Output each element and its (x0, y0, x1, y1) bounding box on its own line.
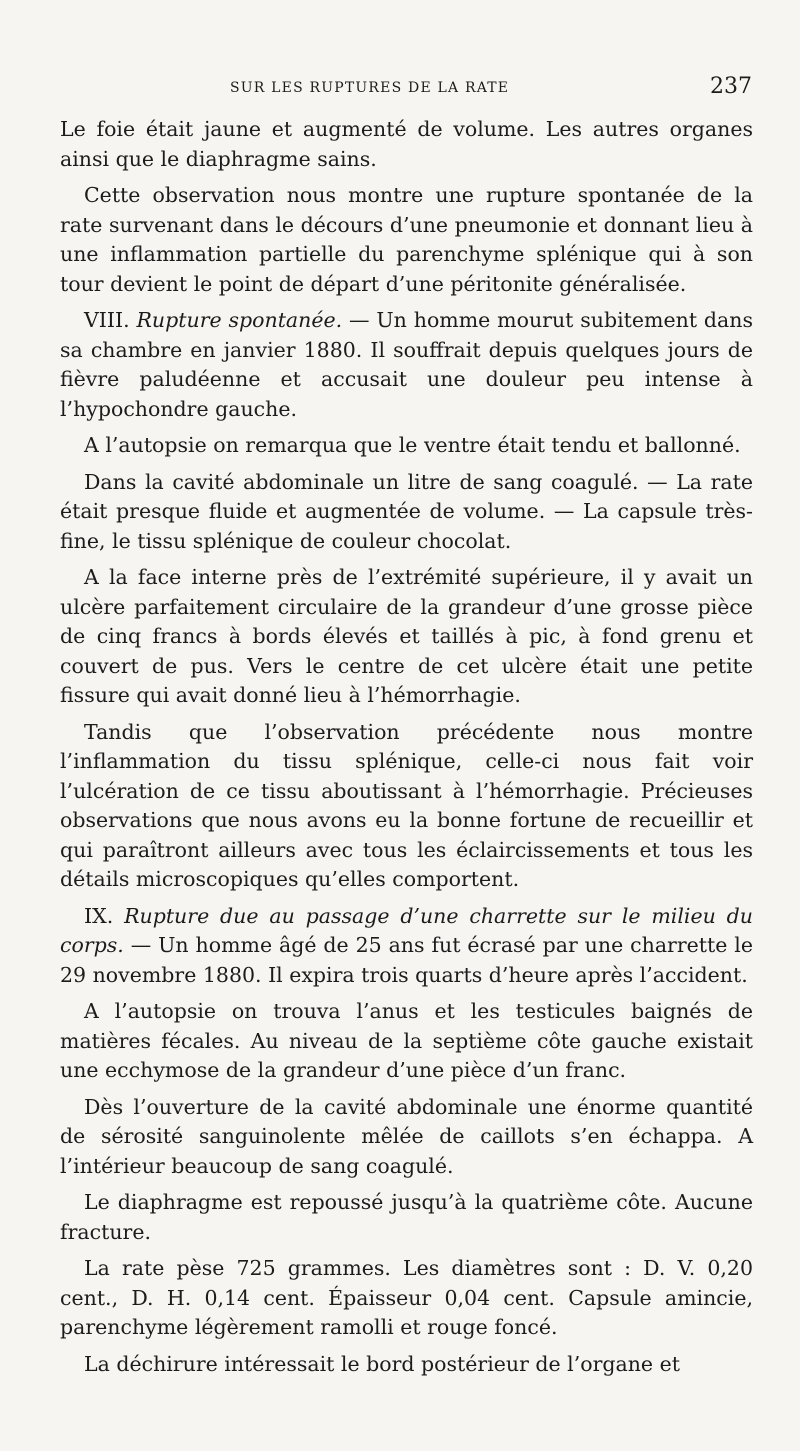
observation-title: Rupture due au passage d’une charrette sur le milieu du corps. (60, 903, 753, 957)
running-head: SUR LES RUPTURES DE LA RATE (230, 80, 510, 96)
observation-title: Rupture spontanée. (136, 308, 343, 332)
paragraph: La rate pèse 725 grammes. Les diamètres sont : D. V. 0,20 cent., D. H. 0,14 cent. Épaisseur 0,04 cent. Capsule amincie, parenchyme légèrement ramolli et rouge foncé. (60, 1256, 753, 1339)
paragraph: La déchirure intéressait le bord postérieur de l’organe et (84, 1351, 680, 1376)
paragraph: Le diaphragme est repoussé jusqu’à la quatrième côte. Aucune fracture. (60, 1190, 753, 1244)
paragraph-observation-viii: VIII. Rupture spontanée. — Un homme mourut subitement dans sa chambre en janvier 1880. Il souffrait depuis quelques jours de fièvre paludéenne et accusait une douleur peu intense à l’hypochondre gauche. (60, 308, 753, 421)
observation-number: VIII. (84, 308, 137, 332)
paragraph: Cette observation nous montre une rupture spontanée de la rate survenant dans le décours d’une pneumonie et donnant lieu à une inflammation partielle du parenchyme splénique qui à son tour devient le point de départ d’une péritonite généralisée. (60, 183, 753, 296)
page-header (60, 74, 752, 104)
paragraph: A l’autopsie on trouva l’anus et les testicules baignés de matières fécales. Au niveau de la septième côte gauche existait une ecchymose de la grandeur d’une pièce d’un franc. (60, 999, 753, 1082)
paragraph: Dans la cavité abdominale un litre de sang coagulé. — La rate était presque fluide et augmentée de volume. — La capsule très-fine, le tissu splénique de couleur chocolat. (60, 469, 753, 553)
observation-number: IX. (84, 903, 125, 928)
paragraph-observation-ix: IX. Rupture due au passage d’une charrette sur le milieu du corps. — Un homme âgé de 25 ans fut écrasé par une charrette le 29 novembre 1880. Il expira trois quarts d’heure après l’accident. (60, 903, 753, 987)
paragraph: Le foie était jaune et augmenté de volume. Les autres organes ainsi que le diaphragme sains. (60, 117, 753, 171)
paragraph: A l’autopsie on remarqua que le ventre était tendu et ballonné. (84, 433, 741, 457)
paragraph: A la face interne près de l’extrémité supérieure, il y avait un ulcère parfaitement circulaire de la grandeur d’une grosse pièce de cinq francs à bords élevés et taillés à pic, à fond grenu et couvert de pus. Vers le centre de cet ulcère était une petite fissure qui avait donné lieu à l’hémorrhagie. (60, 565, 753, 707)
page-number: 237 (710, 74, 752, 99)
page-body (60, 115, 753, 1386)
paragraph: Dès l’ouverture de la cavité abdominale une énorme quantité de sérosité sanguinolente mêlée de caillots s’en échappa. A l’intérieur beaucoup de sang coagulé. (60, 1094, 753, 1178)
paragraph: Tandis que l’observation précédente nous montre l’inflammation du tissu splénique, celle-ci nous fait voir l’ulcération de ce tissu aboutissant à l’hémorrhagie. Précieuses observations que nous avons eu la bonne fortune de recueillir et qui paraîtront ailleurs avec tous les éclaircissements et tous les détails microscopiques qu’elles comportent. (60, 719, 753, 891)
